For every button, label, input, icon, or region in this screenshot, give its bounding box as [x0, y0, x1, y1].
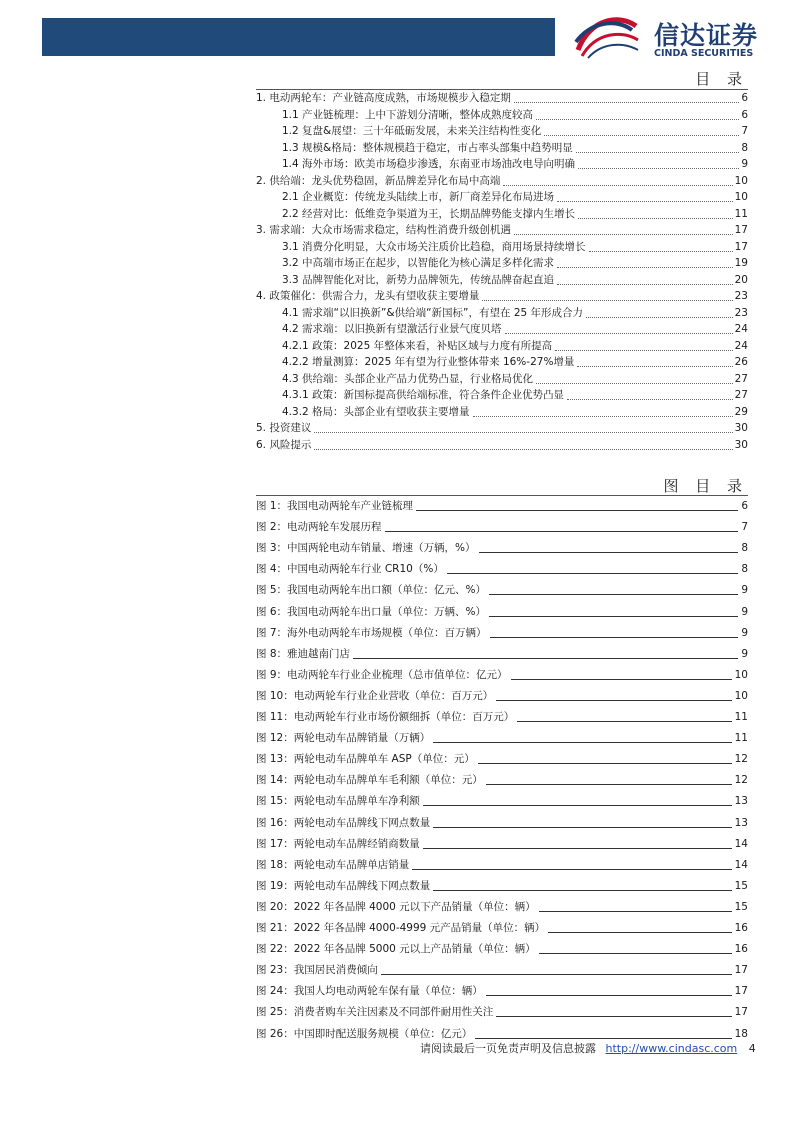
figure-leader-line — [433, 827, 731, 828]
toc-entry[interactable] — [282, 121, 748, 138]
toc-leader-dots — [473, 416, 733, 417]
toc-entry[interactable] — [282, 105, 748, 122]
toc-entry[interactable] — [282, 253, 748, 270]
toc-leader-dots — [555, 350, 733, 351]
toc-leader-dots — [557, 284, 733, 285]
toc-leader-dots — [578, 168, 739, 169]
figure-leader-line — [548, 932, 731, 933]
toc-entry[interactable] — [282, 319, 748, 336]
figure-entry-page: 9 — [741, 584, 748, 597]
toc-entry-page: 29 — [734, 405, 748, 418]
figure-entry-page: 6 — [741, 500, 748, 512]
toc-leader-dots — [514, 234, 733, 235]
figure-leader-line — [517, 721, 731, 722]
toc-leader-dots — [557, 201, 733, 202]
toc-entry-page: 26 — [734, 356, 748, 368]
figure-entry[interactable] — [256, 812, 748, 830]
figure-entry-text: 图 20：2022 年各品牌 4000 元以下产品销量（单位：辆） — [256, 900, 536, 913]
figure-entry-page: 18 — [734, 1027, 748, 1040]
toc-entry[interactable] — [282, 352, 748, 369]
toc-entry-text: 4. 政策催化：供需合力，龙头有望收获主要增量 — [256, 290, 480, 302]
toc-entry-page: 30 — [734, 438, 748, 451]
figure-entry-text: 图 8：雅迪越南门店 — [256, 647, 351, 660]
toc-entry-text: 2. 供给端：龙头优势稳固，新品牌差异化布局中高端 — [256, 174, 501, 187]
toc-entry-text: 3.3 品牌智能化对比，新势力品牌领先，传统品牌奋起直追 — [282, 273, 555, 286]
figure-entry-text: 图 24：我国人均电动两轮车保有量（单位：辆） — [256, 985, 483, 998]
figure-leader-line — [496, 700, 731, 701]
toc-entry-text: 2.2 经营对比：低维竞争渠道为王，长期品牌势能支撑内生增长 — [282, 207, 576, 220]
toc-entry-text: 1. 电动两轮车：产业链高度成熟，市场规模步入稳定期 — [256, 92, 511, 104]
brand-name-en: CINDA SECURITIES — [654, 48, 754, 59]
figure-leader-line — [490, 637, 739, 638]
figure-entry[interactable] — [256, 579, 748, 597]
figure-entry-page: 13 — [734, 816, 748, 829]
figure-entry-page: 13 — [734, 795, 748, 808]
figure-entry-text: 图 26：中国即时配送服务规模（单位：亿元） — [256, 1027, 473, 1040]
figure-leader-line — [423, 848, 732, 849]
figure-leader-line — [489, 594, 738, 595]
figure-entry-page: 17 — [734, 964, 748, 977]
toc-entry-page: 10 — [734, 174, 748, 187]
figure-entry[interactable] — [256, 769, 748, 787]
toc-leader-dots — [567, 399, 733, 400]
figure-leader-line — [433, 890, 731, 891]
toc-entry[interactable] — [282, 303, 748, 320]
figure-entry[interactable] — [256, 748, 748, 766]
toc-entry[interactable] — [256, 435, 748, 452]
figure-entry-text: 图 17：两轮电动车品牌经销商数量 — [256, 837, 420, 850]
figure-leader-line — [447, 573, 738, 574]
figure-leader-line — [412, 869, 731, 870]
figure-entry-text: 图 5：我国电动两轮车出口额（单位：亿元、%） — [256, 584, 486, 597]
figure-entry[interactable] — [256, 495, 748, 513]
figure-leader-line — [353, 658, 738, 659]
figure-entry-text: 图 11：电动两轮车行业市场份额细拆（单位：百万元） — [256, 711, 515, 723]
toc-entry[interactable] — [256, 171, 748, 188]
toc-leader-dots — [589, 251, 733, 252]
toc-entry-page: 17 — [734, 224, 748, 236]
brand-name-cn: 信达证券 — [654, 21, 759, 50]
figure-entry-text: 图 16：两轮电动车品牌线下网点数量 — [256, 816, 431, 829]
figure-entry-page: 11 — [734, 732, 748, 745]
toc-leader-dots — [544, 135, 739, 136]
figure-entry[interactable] — [256, 790, 748, 808]
header-bar — [42, 18, 555, 56]
toc-entry[interactable] — [256, 88, 748, 105]
figure-entry[interactable] — [256, 980, 748, 998]
toc-entry-page: 11 — [734, 207, 748, 220]
toc-entry-page: 8 — [741, 141, 748, 154]
brand-logo — [572, 12, 772, 62]
figure-entry-text: 图 3：中国两轮电动车销量、增速（万辆，%） — [256, 542, 476, 555]
toc-entry-page: 17 — [734, 240, 748, 253]
toc-entry-text: 1.2 复盘&展望：三十年砥砺发展，未来关注结构性变化 — [282, 125, 542, 137]
figure-entry-page: 9 — [741, 647, 748, 660]
toc-entry[interactable] — [256, 220, 748, 237]
toc-entry[interactable] — [282, 385, 748, 402]
toc-leader-dots — [576, 152, 740, 153]
toc-entry-text: 1.1 产业链梳理：上中下游划分清晰，整体成熟度较高 — [282, 108, 534, 121]
figure-entry[interactable] — [256, 558, 748, 576]
figure-entry-page: 17 — [734, 985, 748, 998]
figure-entry[interactable] — [256, 875, 748, 893]
toc-entry-text: 4.3 供给端：头部企业产品力优势凸显，行业格局优化 — [282, 372, 534, 385]
figure-entry-page: 12 — [734, 753, 748, 766]
toc-entry-text: 4.1 需求端“以旧换新”&供给端“新国标”，有望在 25 年形成合力 — [282, 306, 584, 319]
toc-entry-text: 4.3.1 政策：新国标提高供给端标准，符合条件企业优势凸显 — [282, 389, 565, 401]
toc-entry-text: 4.2 需求端：以旧换新有望激活行业景气度贝塔 — [282, 323, 502, 335]
toc-entry[interactable] — [282, 138, 748, 155]
figure-entry-page: 16 — [734, 943, 748, 956]
toc-entry[interactable] — [282, 369, 748, 386]
figure-entry[interactable] — [256, 727, 748, 745]
figure-leader-line — [416, 510, 738, 511]
toc-leader-dots — [536, 383, 733, 384]
toc-entry-text: 4.2.1 政策：2025 年整体来看，补贴区域与力度有所提高 — [282, 339, 553, 352]
figure-entry[interactable] — [256, 516, 748, 534]
toc-title: 目 录 — [695, 70, 748, 88]
figure-entry[interactable] — [256, 664, 748, 682]
toc-entry-text: 1.3 规模&格局：整体规模趋于稳定，市占率头部集中趋势明显 — [282, 141, 573, 154]
figure-entry-text: 图 18：两轮电动车品牌单店销量 — [256, 858, 410, 871]
figure-entry-page: 14 — [734, 858, 748, 871]
page-number: 4 — [748, 1042, 756, 1055]
figure-entry-page: 9 — [741, 626, 748, 639]
toc-leader-dots — [586, 317, 733, 318]
toc-entry-page: 23 — [734, 306, 748, 319]
toc-entry-page: 7 — [741, 125, 748, 137]
figure-entry-page: 11 — [734, 711, 748, 723]
figure-entry-page: 15 — [734, 879, 748, 892]
toc-entry-page: 27 — [734, 389, 748, 401]
figure-entry-page: 14 — [734, 837, 748, 850]
figure-entry[interactable] — [256, 1023, 748, 1041]
figure-entry-page: 16 — [734, 922, 748, 934]
toc-entry-text: 3.2 中高端市场正在起步，以智能化为核心满足多样化需求 — [282, 257, 555, 269]
toc-leader-dots — [578, 218, 733, 219]
toc-entry-text: 1.4 海外市场：欧美市场稳步渗透，东南亚市场油改电导向明确 — [282, 158, 576, 170]
toc-entry[interactable] — [282, 336, 748, 353]
toc-leader-dots — [314, 432, 732, 433]
toc-entry[interactable] — [282, 237, 748, 254]
figure-entry-text: 图 6：我国电动两轮车出口量（单位：万辆、%） — [256, 605, 486, 618]
toc-entry-page: 23 — [734, 290, 748, 302]
figure-leader-line — [539, 911, 732, 912]
toc-leader-dots — [482, 300, 732, 301]
toc-entry[interactable] — [256, 418, 748, 435]
figure-entry-text: 图 13：两轮电动车品牌单车 ASP（单位：元） — [256, 753, 475, 766]
figure-entry[interactable] — [256, 854, 748, 872]
figure-entry-text: 图 7：海外电动两轮车市场规模（单位：百万辆） — [256, 626, 487, 639]
figure-leader-line — [433, 742, 731, 743]
figure-leader-line — [496, 1016, 731, 1017]
figure-leader-line — [489, 616, 738, 617]
toc-entry-text: 3. 需求端：大众市场需求稳定，结构性消费升级创机遇 — [256, 224, 511, 236]
toc-entry[interactable] — [282, 154, 748, 171]
toc-entry[interactable] — [282, 270, 748, 287]
figure-leader-line — [479, 552, 739, 553]
figure-entry[interactable] — [256, 643, 748, 661]
figure-leader-line — [486, 784, 732, 785]
toc-leader-dots — [557, 267, 733, 268]
toc-entry-page: 24 — [734, 323, 748, 335]
toc-leader-dots — [314, 449, 732, 450]
figure-entry-text: 图 14：两轮电动车品牌单车毛利额（单位：元） — [256, 774, 483, 787]
figure-entry-text: 图 15：两轮电动车品牌单车净利额 — [256, 795, 420, 808]
figure-entry-text: 图 23：我国居民消费倾向 — [256, 964, 378, 977]
figure-entry[interactable] — [256, 896, 748, 914]
figure-entry[interactable] — [256, 706, 748, 724]
page-footer — [420, 1040, 756, 1056]
figure-leader-line — [423, 805, 732, 806]
figure-leader-line — [381, 974, 732, 975]
figure-entry[interactable] — [256, 685, 748, 703]
figure-entry[interactable] — [256, 601, 748, 619]
toc-leader-dots — [536, 119, 739, 120]
figures-title: 图 目 录 — [663, 477, 748, 495]
toc-entry-text: 2.1 企业概览：传统龙头陆续上市，新厂商差异化布局进场 — [282, 191, 555, 203]
figure-entry-page: 7 — [741, 521, 748, 534]
figure-entry-text: 图 12：两轮电动车品牌销量（万辆） — [256, 732, 431, 745]
footer-disclaimer: 请阅读最后一页免责声明及信息披露 — [420, 1042, 596, 1055]
toc-entry-page: 30 — [734, 422, 748, 434]
toc-entry-page: 9 — [741, 158, 748, 170]
toc-entry-text: 3.1 消费分化明显，大众市场关注质价比趋稳，商用场景持续增长 — [282, 240, 586, 253]
figure-entry[interactable] — [256, 622, 748, 640]
figure-entry[interactable] — [256, 833, 748, 851]
toc-leader-dots — [514, 102, 739, 103]
toc-leader-dots — [503, 185, 732, 186]
figure-entry-text: 图 9：电动两轮车行业企业梳理（总市值单位：亿元） — [256, 668, 508, 681]
toc-leader-dots — [577, 366, 732, 367]
figure-entry[interactable] — [256, 537, 748, 555]
figure-entry-page: 10 — [734, 668, 748, 681]
figure-leader-line — [511, 679, 732, 680]
toc-leader-dots — [505, 333, 733, 334]
figure-entry-text: 图 21：2022 年各品牌 4000-4999 元产品销量（单位：辆） — [256, 922, 546, 934]
toc-entry-page: 6 — [741, 108, 748, 121]
figure-leader-line — [475, 1038, 731, 1039]
figure-entry-page: 10 — [734, 689, 748, 702]
figure-leader-line — [385, 531, 739, 532]
figure-entry[interactable] — [256, 959, 748, 977]
toc-entry-text: 4.3.2 格局：头部企业有望收获主要增量 — [282, 405, 470, 418]
figure-leader-line — [486, 995, 732, 996]
figure-entry[interactable] — [256, 938, 748, 956]
figure-entry-page: 12 — [734, 774, 748, 787]
toc-entry-text: 4.2.2 增量测算：2025 年有望为行业整体带来 16%-27%增量 — [282, 356, 575, 368]
figure-entry-text: 图 1：我国电动两轮车产业链梳理 — [256, 500, 414, 512]
figure-entry[interactable] — [256, 1001, 748, 1019]
toc-entry-page: 24 — [734, 339, 748, 352]
figure-entry-text: 图 2：电动两轮车发展历程 — [256, 521, 382, 534]
figure-leader-line — [478, 763, 732, 764]
toc-entry[interactable] — [282, 187, 748, 204]
toc-entry-text: 6. 风险提示 — [256, 438, 312, 451]
figure-entry-page: 15 — [734, 900, 748, 913]
figure-entry-page: 17 — [734, 1006, 748, 1019]
figure-entry[interactable] — [256, 917, 748, 935]
toc-entry[interactable] — [256, 286, 748, 303]
toc-entry-page: 6 — [741, 92, 748, 104]
figure-entry-text: 图 4：中国电动两轮车行业 CR10（%） — [256, 563, 444, 576]
figure-leader-line — [539, 953, 732, 954]
toc-entry-page: 27 — [734, 372, 748, 385]
figure-entry-page: 8 — [741, 563, 748, 576]
toc-entry[interactable] — [282, 204, 748, 221]
figure-entry-text: 图 22：2022 年各品牌 5000 元以上产品销量（单位：辆） — [256, 943, 536, 956]
figure-entry-text: 图 19：两轮电动车品牌线下网点数量 — [256, 879, 431, 892]
cinda-logo-icon — [572, 12, 640, 60]
figure-entry-page: 9 — [741, 605, 748, 618]
figure-entry-text: 图 25：消费者购车关注因素及不同部件耐用性关注 — [256, 1006, 494, 1019]
toc-entry-text: 5. 投资建议 — [256, 422, 312, 434]
figure-entry-page: 8 — [741, 542, 748, 555]
toc-entry-page: 19 — [734, 257, 748, 269]
toc-entry[interactable] — [282, 402, 748, 419]
toc-entry-page: 20 — [734, 273, 748, 286]
figure-entry-text: 图 10：电动两轮车行业企业营收（单位：百万元） — [256, 689, 494, 702]
toc-entry-page: 10 — [734, 191, 748, 203]
footer-website-link[interactable]: http://www.cindasc.com — [605, 1042, 738, 1055]
